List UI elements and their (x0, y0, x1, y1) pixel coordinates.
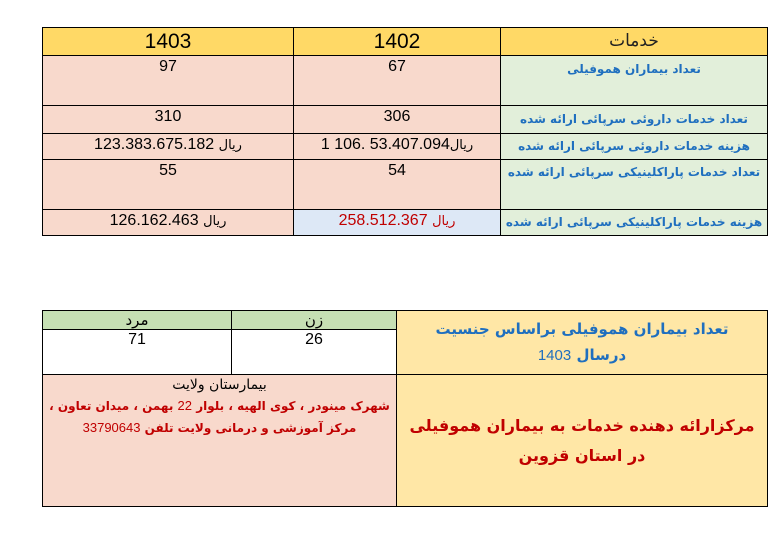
gender-title-year: 1403 (537, 347, 572, 364)
paraclinic-cost-1402-value: 258.512.367 (338, 212, 428, 229)
drug-cost-1402 (294, 134, 501, 160)
drug-cost-label: هزینه خدمات داروئی سرپائی ارائه شده (501, 134, 768, 160)
center-title-line2: در استان قزوین (518, 445, 646, 465)
gender-table (42, 310, 768, 507)
paraclinic-cost-1403-value: 126.162.463 (109, 212, 199, 229)
services-table (42, 27, 768, 236)
paraclinic-cost-1403 (43, 210, 294, 236)
year-1403-header: 1403 (43, 28, 294, 56)
patients-1402: 67 (294, 56, 501, 106)
paraclinic-cost-label: هزینه خدمات پاراکلینیکی سرپائی ارائه شده (501, 210, 768, 236)
paraclinic-services-1403: 55 (43, 160, 294, 210)
table-row (43, 210, 768, 236)
table-row (43, 56, 768, 106)
patients-1403: 97 (43, 56, 294, 106)
table-row (43, 106, 768, 134)
gender-header-row (43, 311, 768, 330)
services-header: خدمات (501, 28, 768, 56)
currency-label: ریال (432, 214, 456, 229)
male-header: مرد (43, 311, 232, 330)
drug-services-label: تعداد خدمات داروئی سرپائی ارائه شده (501, 106, 768, 134)
female-header: زن (232, 311, 397, 330)
female-count: 26 (232, 330, 397, 375)
drug-cost-1403-value: 123.383.675.182 (94, 136, 215, 153)
gender-title-line1: تعداد بیماران هموفیلی براساس جنسیت (435, 320, 729, 338)
gender-title-line2 (397, 342, 767, 369)
table-row (43, 160, 768, 210)
phone-number: 33790643 (82, 420, 141, 435)
patients-label: تعداد بیماران هموفیلی (501, 56, 768, 106)
hospital-address (43, 395, 396, 439)
gender-title (397, 311, 768, 375)
gender-title-prefix: درسال (576, 346, 627, 364)
drug-services-1403: 310 (43, 106, 294, 134)
paraclinic-cost-1402 (294, 210, 501, 236)
drug-cost-1402-value: 53.407.094 .106 1 (320, 136, 450, 153)
currency-label: ریال (218, 138, 242, 153)
address-part2: بهمن ، میدان تعاون ، مرکز آموزشی و درمانی ولایت تلفن (49, 399, 357, 435)
drug-services-1402: 306 (294, 106, 501, 134)
currency-label: ریال (449, 138, 474, 153)
male-count: 71 (43, 330, 232, 375)
center-row (43, 375, 768, 507)
currency-label: ریال (203, 214, 227, 229)
paraclinic-services-1402: 54 (294, 160, 501, 210)
address-part1: شهرک مینودر ، کوی الهیه ، بلوار (196, 399, 390, 413)
hospital-info (43, 375, 397, 507)
center-title-line1: مرکزارائه دهنده خدمات به بیماران هموفیلی (409, 415, 755, 435)
center-title (397, 375, 768, 507)
paraclinic-services-label: تعداد خدمات پاراکلینیکی سرپائی ارائه شده (501, 160, 768, 210)
table-row (43, 134, 768, 160)
drug-cost-1403 (43, 134, 294, 160)
header-row (43, 28, 768, 56)
year-1402-header: 1402 (294, 28, 501, 56)
address-number: 22 (177, 398, 193, 413)
hospital-name: بیمارستان ولایت (172, 377, 267, 393)
